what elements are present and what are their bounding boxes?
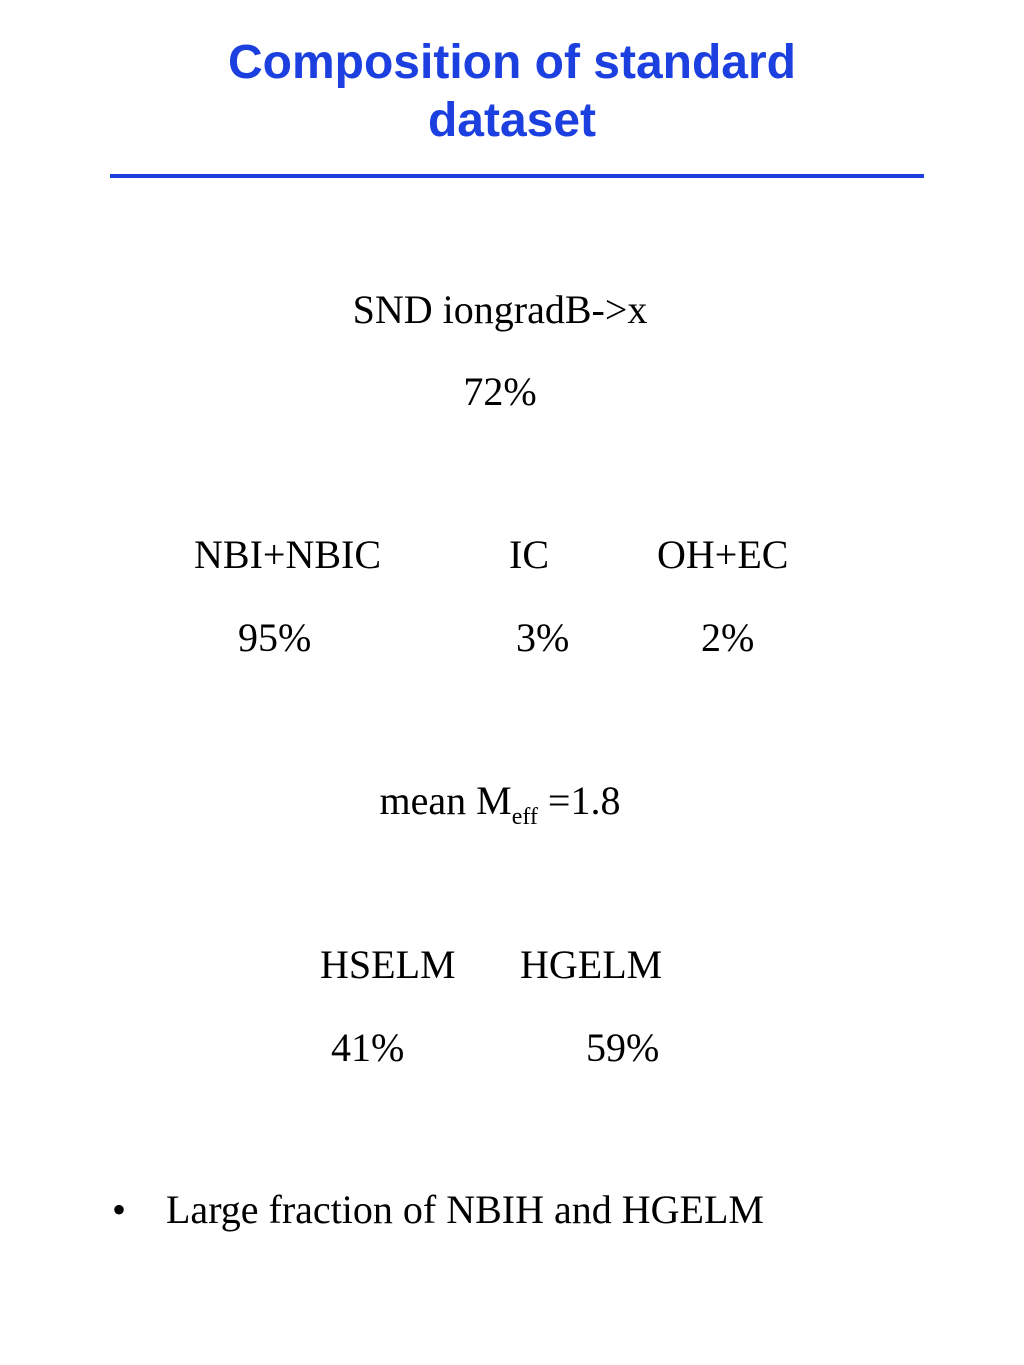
heating-value-nbi: 95% xyxy=(238,615,312,660)
snd-label: SND iongradB->x xyxy=(352,287,648,332)
elm-value-hgelm: 59% xyxy=(586,1025,660,1070)
heating-label-ohec: OH+EC xyxy=(657,532,789,577)
bullet-item xyxy=(112,1186,764,1234)
elm-value-hselm: 41% xyxy=(331,1025,405,1070)
meff-prefix: mean M xyxy=(379,778,512,823)
heating-label-ic: IC xyxy=(509,532,549,577)
mean-meff xyxy=(0,778,1000,830)
meff-value: =1.8 xyxy=(537,778,621,823)
heating-label-nbi: NBI+NBIC xyxy=(194,532,382,577)
heating-value-ic: 3% xyxy=(516,615,570,660)
heating-value-ohec: 2% xyxy=(701,615,755,660)
title-underline xyxy=(110,174,924,178)
slide-title xyxy=(0,34,1024,150)
snd-value: 72% xyxy=(463,369,537,414)
elm-label-hselm: HSELM xyxy=(320,942,456,987)
elm-label-hgelm: HGELM xyxy=(520,942,663,987)
bullet-text: Large fraction of NBIH and HGELM xyxy=(166,1187,764,1232)
slide-title-line-1: Composition of standard xyxy=(228,36,796,89)
meff-subscript: eff xyxy=(511,804,538,830)
slide-title-line-2: dataset xyxy=(427,94,597,147)
bullet-marker: • xyxy=(112,1187,127,1232)
